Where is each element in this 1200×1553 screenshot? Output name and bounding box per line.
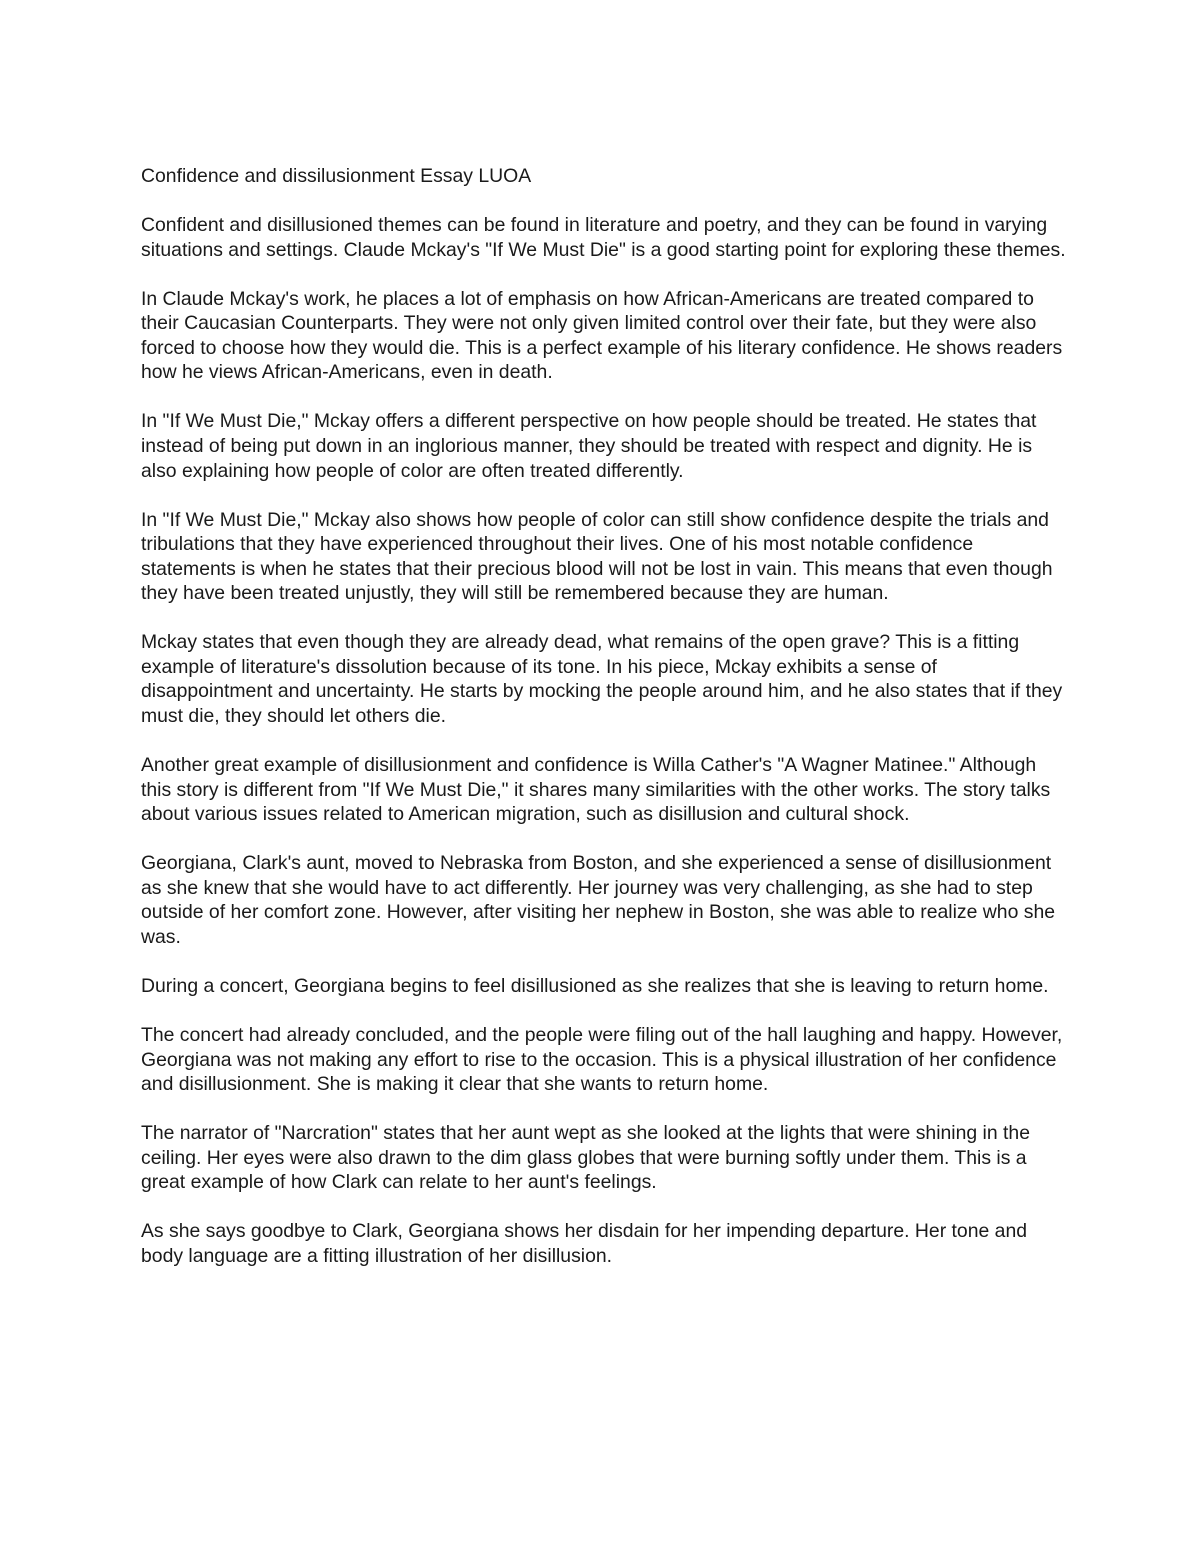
paragraph-1: Confident and disillusioned themes can be found in literature and poetry, and they can be found in varying situations and settings. Claude Mckay's "If We Must Die" is a good starting point for exploring these themes. <box>141 213 1066 261</box>
document-body <box>141 164 1066 1293</box>
paragraph-9: The concert had already concluded, and the people were filing out of the hall laughing and happy. However, Georgiana was not making any effort to rise to the occasion. This is a physical illustration of her confidence and disillusionment. She is making it clear that she wants to return home. <box>141 1023 1063 1096</box>
paragraph-10: The narrator of "Narcration" states that her aunt wept as she looked at the lights that were shining in the ceiling. Her eyes were also drawn to the dim glass globes that were burning softly under them. This is a great example of how Clark can relate to her aunt's feelings. <box>141 1122 1030 1194</box>
paragraph-6: Another great example of disillusionment and confidence is Willa Cather's "A Wagner Matinee." Although this story is different from "If We Must Die," it shares many similarities with the other works. The story talks about various issues related to American migration, such as disillusion and cultural shock. <box>141 754 1051 826</box>
paragraph-8: During a concert, Georgiana begins to feel disillusioned as she realizes that she is leaving to return home. <box>141 974 1049 997</box>
paragraph-5: Mckay states that even though they are already dead, what remains of the open grave? This is a fitting example of literature's dissolution because of its tone. In his piece, Mckay exhibits a sense of disappointment and uncertainty. He starts by mocking the people around him, and he also states that if they must die, they should let others die. <box>141 631 1063 728</box>
paragraph-11: As she says goodbye to Clark, Georgiana shows her disdain for her impending departure. Her tone and body language are a fitting illustration of her disillusion. <box>141 1220 1028 1267</box>
paragraph-3: In "If We Must Die," Mckay offers a different perspective on how people should be treated. He states that instead of being put down in an inglorious manner, they should be treated with respect and dignity. He is also explaining how people of color are often treated differently. <box>141 410 1037 482</box>
paragraph-7: Georgiana, Clark's aunt, moved to Nebraska from Boston, and she experienced a sense of disillusionment as she knew that she would have to act differently. Her journey was very challenging, as she had to step outside of her comfort zone. However, after visiting her nephew in Boston, she was able to realize who she was. <box>141 852 1056 948</box>
paragraph-2: In Claude Mckay's work, he places a lot of emphasis on how African-Americans are treated compared to their Caucasian Counterparts. They were not only given limited control over their fate, but they were also forced to choose how they would die. This is a perfect example of his literary confidence. He shows readers how he views African-Americans, even in death. <box>141 287 1063 384</box>
paragraph-4: In "If We Must Die," Mckay also shows how people of color can still show confidence despite the trials and tribulations that they have experienced throughout their lives. One of his most notable confidence statements is when he states that their precious blood will not be lost in vain. This means that even though they have been treated unjustly, they will still be remembered because they are human. <box>141 508 1053 605</box>
document-title: Confidence and dissilusionment Essay LUOA <box>141 165 532 187</box>
